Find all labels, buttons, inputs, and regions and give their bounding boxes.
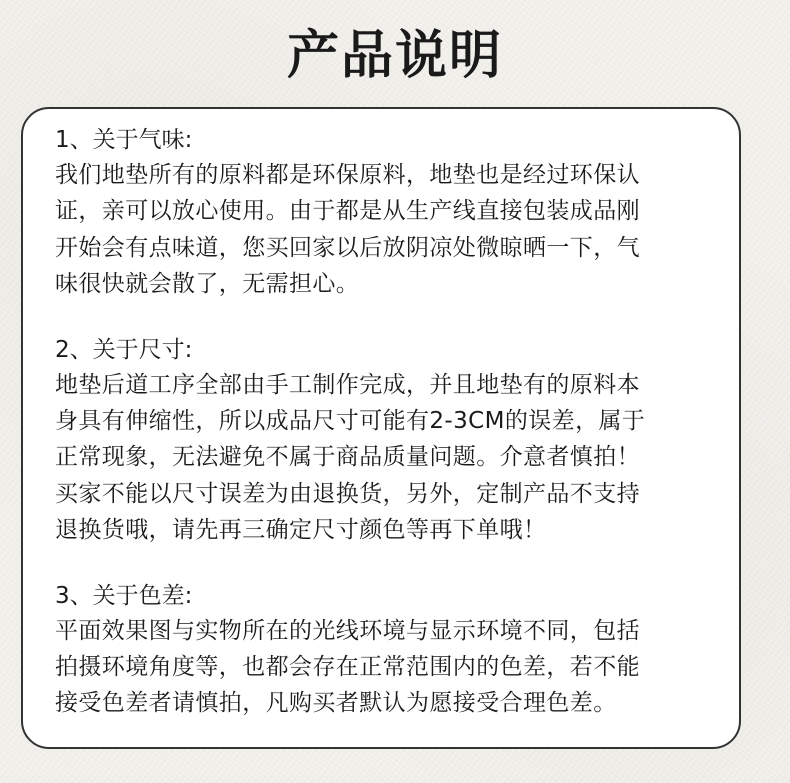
section-smell bbox=[55, 123, 739, 303]
description-card bbox=[21, 107, 741, 749]
section-line: 正常现象，无法避免不属于商品质量问题。介意者慎拍！ bbox=[55, 444, 640, 471]
section-heading: 2、关于尺寸: bbox=[55, 336, 193, 363]
section-heading: 1、关于气味: bbox=[55, 127, 193, 153]
section-line: 证，亲可以放心使用。由于都是从生产线直接包装成品刚 bbox=[55, 198, 640, 225]
section-line: 买家不能以尺寸误差为由退换货，另外，定制产品不支持 bbox=[55, 480, 640, 507]
section-line: 味很快就会散了，无需担心。 bbox=[55, 271, 360, 298]
section-heading: 3、关于色差: bbox=[55, 582, 193, 609]
section-line: 开始会有点味道，您买回家以后放阴凉处微晾晒一下，气 bbox=[55, 234, 640, 261]
section-line: 拍摄环境角度等，也都会存在正常范围内的色差，若不能 bbox=[55, 653, 640, 680]
section-line: 我们地垫所有的原料都是环保原料，地垫也是经过环保认 bbox=[55, 162, 640, 188]
page-title: 产品说明 bbox=[286, 26, 503, 86]
section-line: 平面效果图与实物所在的光线环境与显示环境不同，包括 bbox=[55, 617, 640, 644]
section-spacer bbox=[55, 549, 739, 579]
section-line: 接受色差者请慎拍，凡购买者默认为愿接受合理色差。 bbox=[55, 690, 617, 717]
section-line: 地垫后道工序全部由手工制作完成，并且地垫有的原料本 bbox=[55, 371, 640, 398]
section-line: 身具有伸缩性，所以成品尺寸可能有2-3CM的误差，属于 bbox=[55, 407, 646, 434]
section-color-difference bbox=[55, 579, 739, 722]
section-spacer bbox=[55, 303, 739, 333]
section-line: 退换货哦，请先再三确定尺寸颜色等再下单哦！ bbox=[55, 517, 547, 544]
section-size bbox=[55, 333, 739, 549]
